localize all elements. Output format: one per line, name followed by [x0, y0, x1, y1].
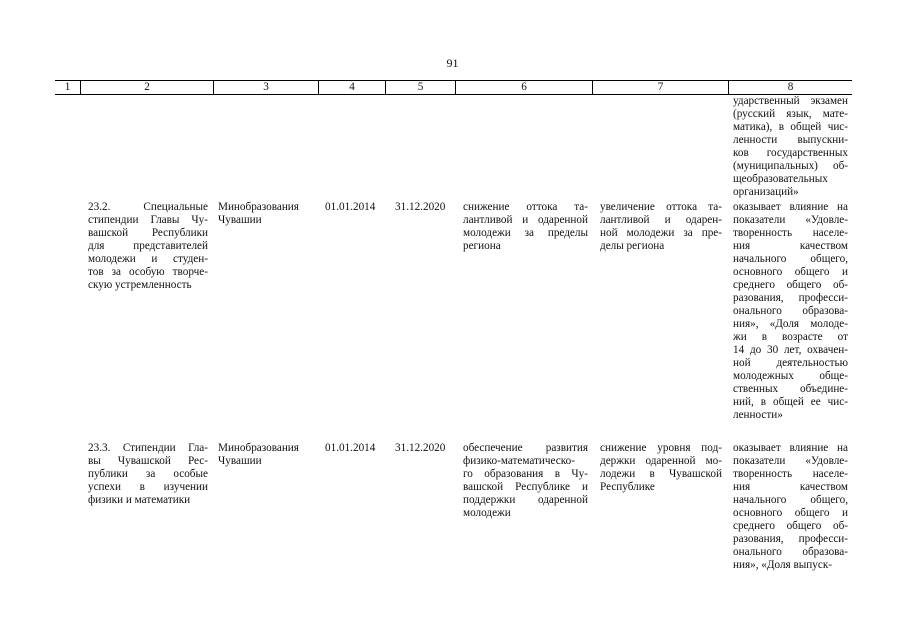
- text-line: Чувашии: [218, 455, 262, 467]
- text-line: основного общего и: [733, 507, 848, 519]
- text-line: 31.12.2020: [395, 201, 446, 213]
- text-line: поддержки одаренной: [463, 494, 588, 506]
- text-line: онального образова-: [733, 305, 848, 317]
- text-line: ния», «Доля молоде-: [733, 318, 848, 330]
- continued-cell-col8: [733, 95, 848, 199]
- text-line: физико-математическо-: [463, 455, 575, 467]
- text-line: вашской Республики: [88, 227, 208, 239]
- text-line: ния качеством: [733, 240, 848, 252]
- text-line: показатели «Удовле-: [733, 214, 848, 226]
- text-line: вашской Республике и: [463, 481, 588, 493]
- text-line: творенность населе-: [733, 227, 848, 239]
- text-line: молодежных обще-: [733, 370, 848, 382]
- text-line: ков государственных: [733, 147, 848, 159]
- text-line: матика), в общей чис-: [733, 121, 848, 133]
- text-line: лантливой и одаренной: [463, 214, 588, 226]
- text-line: 14 до 30 лет, охвачен-: [733, 344, 848, 356]
- header-cell-1: 1: [64, 81, 71, 93]
- text-line: ний, в общей ее чис-: [733, 396, 848, 408]
- table-cell-col6: [463, 442, 588, 520]
- text-line: снижение оттока та-: [463, 201, 588, 213]
- header-cell-2: 2: [80, 81, 213, 94]
- text-line: ния», «Доля выпуск-: [733, 559, 833, 571]
- text-line: ственных объедине-: [733, 383, 848, 395]
- text-line: ной молодежи за пре-: [600, 227, 722, 239]
- header-cell-3: 3: [213, 81, 318, 94]
- text-line: успехи в изучении: [88, 481, 208, 493]
- table-cell-col3: [218, 442, 310, 468]
- text-line: начального общего,: [733, 494, 848, 506]
- text-line: стипендии Главы Чу-: [88, 214, 208, 226]
- text-line: ленности»: [733, 409, 783, 421]
- text-line: онального образова-: [733, 546, 848, 558]
- header-cell-5: 5: [385, 81, 455, 94]
- text-line: разования, професси-: [733, 533, 848, 545]
- text-line: (муниципальных) об-: [733, 160, 848, 172]
- text-line: Минобразования: [218, 442, 299, 454]
- text-line: обеспечение развития: [463, 442, 588, 454]
- text-line: 01.01.2014: [325, 201, 376, 213]
- table-cell-col7: [600, 201, 722, 253]
- table-header-row: [55, 80, 852, 95]
- text-line: 31.12.2020: [395, 442, 446, 454]
- table-cell-col5: [395, 201, 450, 214]
- table-cell-col2: [88, 201, 208, 292]
- table-cell-col8: [733, 442, 848, 572]
- text-line: молодежи: [463, 507, 511, 519]
- table-cell-col6: [463, 201, 588, 253]
- text-line: вы Чувашской Рес-: [88, 455, 208, 467]
- text-line: 01.01.2014: [325, 442, 376, 454]
- text-line: лантливой и одарен-: [600, 214, 722, 226]
- text-line: держки одаренной мо-: [600, 455, 722, 467]
- text-line: делы региона: [600, 240, 665, 252]
- text-line: скую устремленность: [88, 279, 192, 291]
- table-cell-col4: [325, 442, 385, 455]
- text-line: (русский язык, мате-: [733, 108, 848, 120]
- table-cell-col3: [218, 201, 310, 227]
- header-cell-8: 8: [728, 81, 852, 94]
- text-line: начального общего,: [733, 253, 848, 265]
- text-line: го образования в Чу-: [463, 468, 588, 480]
- text-line: 23.2. Специальные: [88, 201, 208, 213]
- text-line: для представителей: [88, 240, 208, 252]
- text-line: Республике: [600, 481, 655, 493]
- text-line: оказывает влияние на: [733, 201, 848, 213]
- text-line: физики и математики: [88, 494, 191, 506]
- text-line: ударственный экзамен: [733, 95, 848, 107]
- text-line: региона: [463, 240, 501, 252]
- text-line: организаций»: [733, 186, 799, 198]
- text-line: основного общего и: [733, 266, 848, 278]
- page-number: 91: [446, 56, 459, 70]
- text-line: снижение уровня под-: [600, 442, 722, 454]
- text-line: публики за особые: [88, 468, 208, 480]
- text-line: разования, професси-: [733, 292, 848, 304]
- text-line: молодежи за пределы: [463, 227, 588, 239]
- text-line: тов за особую творче-: [88, 266, 208, 278]
- header-cell-6: 6: [455, 81, 592, 94]
- header-cell-7: 7: [592, 81, 728, 94]
- text-line: жи в возрасте от: [733, 331, 848, 343]
- table-cell-col7: [600, 442, 722, 494]
- text-line: увеличение оттока та-: [600, 201, 722, 213]
- text-line: творенность населе-: [733, 468, 848, 480]
- text-line: показатели «Удовле-: [733, 455, 848, 467]
- table-cell-col4: [325, 201, 385, 214]
- text-line: среднего общего об-: [733, 279, 848, 291]
- text-line: 23.3. Стипендии Гла-: [88, 442, 208, 454]
- text-line: Чувашии: [218, 214, 262, 226]
- text-line: ленности выпускни-: [733, 134, 848, 146]
- text-line: оказывает влияние на: [733, 442, 848, 454]
- table-cell-col5: [395, 442, 450, 455]
- text-line: лодежи в Чувашской: [600, 468, 722, 480]
- table-cell-col8: [733, 201, 848, 422]
- text-line: ной деятельностью: [733, 357, 848, 369]
- text-line: Минобразования: [218, 201, 299, 213]
- text-line: молодежи и студен-: [88, 253, 208, 265]
- text-line: среднего общего об-: [733, 520, 848, 532]
- table-cell-col2: [88, 442, 208, 507]
- text-line: ния качеством: [733, 481, 848, 493]
- header-cell-4: 4: [318, 81, 385, 94]
- text-line: щеобразовательных: [733, 173, 828, 185]
